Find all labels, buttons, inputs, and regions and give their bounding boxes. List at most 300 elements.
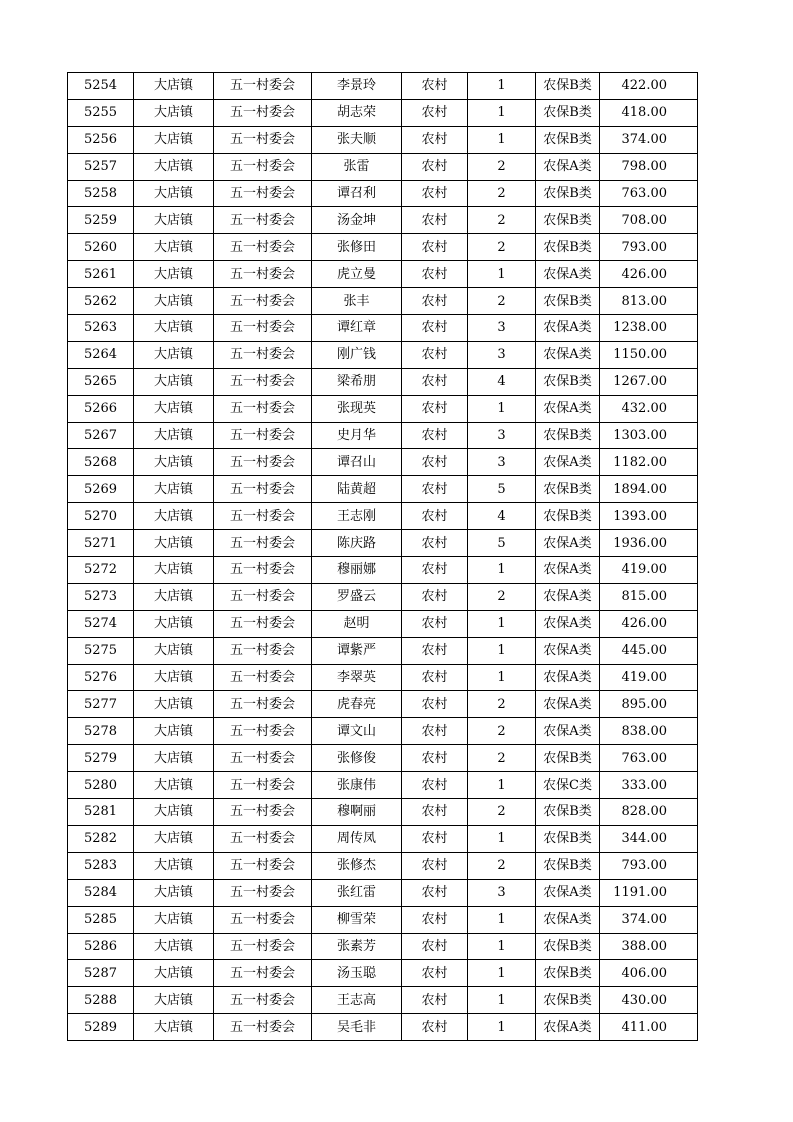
name-cell: 史月华 (312, 422, 402, 449)
village-committee-cell: 五一村委会 (214, 503, 312, 530)
household-type-cell: 农村 (402, 395, 468, 422)
town-cell: 大店镇 (134, 180, 214, 207)
record-id-cell: 5264 (68, 341, 134, 368)
name-cell: 梁希朋 (312, 368, 402, 395)
amount-cell: 798.00 (600, 153, 698, 180)
table-row (68, 99, 698, 126)
town-cell: 大店镇 (134, 664, 214, 691)
village-committee-cell: 五一村委会 (214, 530, 312, 557)
record-id-cell: 5265 (68, 368, 134, 395)
village-committee-cell: 五一村委会 (214, 1014, 312, 1041)
name-cell: 虎春亮 (312, 691, 402, 718)
name-cell: 谭召山 (312, 449, 402, 476)
town-cell: 大店镇 (134, 906, 214, 933)
household-type-cell: 农村 (402, 1014, 468, 1041)
household-type-cell: 农村 (402, 234, 468, 261)
village-committee-cell: 五一村委会 (214, 610, 312, 637)
village-committee-cell: 五一村委会 (214, 583, 312, 610)
family-size-cell: 1 (468, 906, 536, 933)
name-cell: 陆黄超 (312, 476, 402, 503)
insurance-category-cell: 农保A类 (536, 395, 600, 422)
table-row (68, 503, 698, 530)
family-size-cell: 2 (468, 207, 536, 234)
record-id-cell: 5261 (68, 261, 134, 288)
household-type-cell: 农村 (402, 449, 468, 476)
family-size-cell: 1 (468, 1014, 536, 1041)
town-cell: 大店镇 (134, 503, 214, 530)
table-row (68, 341, 698, 368)
record-id-cell: 5258 (68, 180, 134, 207)
family-size-cell: 3 (468, 449, 536, 476)
family-size-cell: 1 (468, 825, 536, 852)
town-cell: 大店镇 (134, 825, 214, 852)
village-committee-cell: 五一村委会 (214, 879, 312, 906)
town-cell: 大店镇 (134, 207, 214, 234)
family-size-cell: 1 (468, 664, 536, 691)
insurance-category-cell: 农保B类 (536, 99, 600, 126)
name-cell: 穆啊丽 (312, 799, 402, 826)
record-id-cell: 5287 (68, 960, 134, 987)
family-size-cell: 3 (468, 879, 536, 906)
insurance-category-cell: 农保B类 (536, 180, 600, 207)
amount-cell: 344.00 (600, 825, 698, 852)
household-type-cell: 农村 (402, 664, 468, 691)
table-row (68, 73, 698, 100)
family-size-cell: 1 (468, 610, 536, 637)
name-cell: 李景玲 (312, 73, 402, 100)
village-committee-cell: 五一村委会 (214, 126, 312, 153)
family-size-cell: 2 (468, 799, 536, 826)
family-size-cell: 2 (468, 745, 536, 772)
insurance-category-cell: 农保A类 (536, 906, 600, 933)
table-row (68, 718, 698, 745)
name-cell: 张现英 (312, 395, 402, 422)
name-cell: 张素芳 (312, 933, 402, 960)
insurance-category-cell: 农保B类 (536, 852, 600, 879)
table-row (68, 772, 698, 799)
village-committee-cell: 五一村委会 (214, 825, 312, 852)
village-committee-cell: 五一村委会 (214, 987, 312, 1014)
record-id-cell: 5268 (68, 449, 134, 476)
table-row (68, 315, 698, 342)
family-size-cell: 4 (468, 368, 536, 395)
village-committee-cell: 五一村委会 (214, 852, 312, 879)
name-cell: 刚广钱 (312, 341, 402, 368)
family-size-cell: 2 (468, 180, 536, 207)
amount-cell: 1303.00 (600, 422, 698, 449)
amount-cell: 432.00 (600, 395, 698, 422)
record-id-cell: 5254 (68, 73, 134, 100)
town-cell: 大店镇 (134, 852, 214, 879)
name-cell: 张修杰 (312, 852, 402, 879)
insurance-category-cell: 农保B类 (536, 476, 600, 503)
family-size-cell: 2 (468, 718, 536, 745)
amount-cell: 1182.00 (600, 449, 698, 476)
name-cell: 穆丽娜 (312, 557, 402, 584)
amount-cell: 430.00 (600, 987, 698, 1014)
record-id-cell: 5278 (68, 718, 134, 745)
village-committee-cell: 五一村委会 (214, 745, 312, 772)
table-row (68, 368, 698, 395)
amount-cell: 1393.00 (600, 503, 698, 530)
family-size-cell: 1 (468, 395, 536, 422)
family-size-cell: 2 (468, 691, 536, 718)
insurance-category-cell: 农保A类 (536, 530, 600, 557)
name-cell: 虎立曼 (312, 261, 402, 288)
record-id-cell: 5271 (68, 530, 134, 557)
insurance-category-cell: 农保A类 (536, 557, 600, 584)
town-cell: 大店镇 (134, 261, 214, 288)
village-committee-cell: 五一村委会 (214, 960, 312, 987)
town-cell: 大店镇 (134, 1014, 214, 1041)
village-committee-cell: 五一村委会 (214, 341, 312, 368)
household-type-cell: 农村 (402, 637, 468, 664)
record-id-cell: 5259 (68, 207, 134, 234)
amount-cell: 1150.00 (600, 341, 698, 368)
village-committee-cell: 五一村委会 (214, 368, 312, 395)
town-cell: 大店镇 (134, 745, 214, 772)
table-row (68, 261, 698, 288)
family-size-cell: 4 (468, 503, 536, 530)
household-type-cell: 农村 (402, 422, 468, 449)
insurance-category-cell: 农保A类 (536, 449, 600, 476)
town-cell: 大店镇 (134, 637, 214, 664)
amount-cell: 445.00 (600, 637, 698, 664)
insurance-category-cell: 农保A类 (536, 718, 600, 745)
record-id-cell: 5266 (68, 395, 134, 422)
table-row (68, 476, 698, 503)
records-table-body (68, 73, 698, 1041)
table-row (68, 583, 698, 610)
record-id-cell: 5277 (68, 691, 134, 718)
record-id-cell: 5279 (68, 745, 134, 772)
amount-cell: 708.00 (600, 207, 698, 234)
family-size-cell: 5 (468, 530, 536, 557)
household-type-cell: 农村 (402, 825, 468, 852)
household-type-cell: 农村 (402, 126, 468, 153)
record-id-cell: 5281 (68, 799, 134, 826)
table-row (68, 234, 698, 261)
insurance-category-cell: 农保B类 (536, 207, 600, 234)
village-committee-cell: 五一村委会 (214, 180, 312, 207)
village-committee-cell: 五一村委会 (214, 449, 312, 476)
name-cell: 张丰 (312, 288, 402, 315)
record-id-cell: 5289 (68, 1014, 134, 1041)
household-type-cell: 农村 (402, 691, 468, 718)
table-row (68, 987, 698, 1014)
record-id-cell: 5272 (68, 557, 134, 584)
village-committee-cell: 五一村委会 (214, 933, 312, 960)
amount-cell: 793.00 (600, 234, 698, 261)
table-row (68, 825, 698, 852)
village-committee-cell: 五一村委会 (214, 476, 312, 503)
household-type-cell: 农村 (402, 610, 468, 637)
amount-cell: 1191.00 (600, 879, 698, 906)
amount-cell: 763.00 (600, 745, 698, 772)
name-cell: 张修俊 (312, 745, 402, 772)
household-type-cell: 农村 (402, 153, 468, 180)
amount-cell: 793.00 (600, 852, 698, 879)
record-id-cell: 5285 (68, 906, 134, 933)
insurance-category-cell: 农保A类 (536, 341, 600, 368)
table-row (68, 745, 698, 772)
name-cell: 胡志荣 (312, 99, 402, 126)
town-cell: 大店镇 (134, 315, 214, 342)
town-cell: 大店镇 (134, 557, 214, 584)
amount-cell: 406.00 (600, 960, 698, 987)
insurance-category-cell: 农保B类 (536, 987, 600, 1014)
name-cell: 张康伟 (312, 772, 402, 799)
village-committee-cell: 五一村委会 (214, 906, 312, 933)
insurance-category-cell: 农保B类 (536, 503, 600, 530)
amount-cell: 333.00 (600, 772, 698, 799)
insurance-category-cell: 农保B类 (536, 799, 600, 826)
name-cell: 谭红章 (312, 315, 402, 342)
amount-cell: 838.00 (600, 718, 698, 745)
name-cell: 王志高 (312, 987, 402, 1014)
family-size-cell: 1 (468, 126, 536, 153)
town-cell: 大店镇 (134, 718, 214, 745)
family-size-cell: 1 (468, 557, 536, 584)
town-cell: 大店镇 (134, 610, 214, 637)
table-row (68, 852, 698, 879)
insurance-category-cell: 农保B类 (536, 933, 600, 960)
table-row (68, 126, 698, 153)
village-committee-cell: 五一村委会 (214, 718, 312, 745)
record-id-cell: 5256 (68, 126, 134, 153)
amount-cell: 813.00 (600, 288, 698, 315)
amount-cell: 1238.00 (600, 315, 698, 342)
town-cell: 大店镇 (134, 368, 214, 395)
village-committee-cell: 五一村委会 (214, 99, 312, 126)
household-type-cell: 农村 (402, 718, 468, 745)
household-type-cell: 农村 (402, 207, 468, 234)
name-cell: 张雷 (312, 153, 402, 180)
village-committee-cell: 五一村委会 (214, 637, 312, 664)
name-cell: 张夫顺 (312, 126, 402, 153)
village-committee-cell: 五一村委会 (214, 772, 312, 799)
record-id-cell: 5269 (68, 476, 134, 503)
record-id-cell: 5260 (68, 234, 134, 261)
household-type-cell: 农村 (402, 960, 468, 987)
town-cell: 大店镇 (134, 73, 214, 100)
record-id-cell: 5283 (68, 852, 134, 879)
insurance-category-cell: 农保B类 (536, 126, 600, 153)
record-id-cell: 5280 (68, 772, 134, 799)
amount-cell: 815.00 (600, 583, 698, 610)
records-table (67, 72, 698, 1041)
table-row (68, 557, 698, 584)
record-id-cell: 5288 (68, 987, 134, 1014)
village-committee-cell: 五一村委会 (214, 73, 312, 100)
village-committee-cell: 五一村委会 (214, 664, 312, 691)
household-type-cell: 农村 (402, 879, 468, 906)
town-cell: 大店镇 (134, 126, 214, 153)
household-type-cell: 农村 (402, 180, 468, 207)
household-type-cell: 农村 (402, 583, 468, 610)
table-row (68, 610, 698, 637)
record-id-cell: 5270 (68, 503, 134, 530)
name-cell: 谭紫严 (312, 637, 402, 664)
town-cell: 大店镇 (134, 234, 214, 261)
village-committee-cell: 五一村委会 (214, 422, 312, 449)
table-row (68, 422, 698, 449)
household-type-cell: 农村 (402, 557, 468, 584)
amount-cell: 419.00 (600, 557, 698, 584)
table-row (68, 691, 698, 718)
amount-cell: 374.00 (600, 126, 698, 153)
table-row (68, 530, 698, 557)
family-size-cell: 2 (468, 234, 536, 261)
amount-cell: 418.00 (600, 99, 698, 126)
record-id-cell: 5276 (68, 664, 134, 691)
table-row (68, 395, 698, 422)
amount-cell: 1936.00 (600, 530, 698, 557)
household-type-cell: 农村 (402, 772, 468, 799)
table-row (68, 1014, 698, 1041)
town-cell: 大店镇 (134, 987, 214, 1014)
town-cell: 大店镇 (134, 799, 214, 826)
table-row (68, 153, 698, 180)
family-size-cell: 1 (468, 933, 536, 960)
record-id-cell: 5262 (68, 288, 134, 315)
household-type-cell: 农村 (402, 368, 468, 395)
family-size-cell: 3 (468, 422, 536, 449)
town-cell: 大店镇 (134, 422, 214, 449)
household-type-cell: 农村 (402, 799, 468, 826)
record-id-cell: 5263 (68, 315, 134, 342)
record-id-cell: 5286 (68, 933, 134, 960)
amount-cell: 374.00 (600, 906, 698, 933)
table-row (68, 879, 698, 906)
table-row (68, 933, 698, 960)
household-type-cell: 农村 (402, 261, 468, 288)
insurance-category-cell: 农保A类 (536, 691, 600, 718)
village-committee-cell: 五一村委会 (214, 288, 312, 315)
table-row (68, 180, 698, 207)
insurance-category-cell: 农保A类 (536, 664, 600, 691)
name-cell: 李翠英 (312, 664, 402, 691)
amount-cell: 419.00 (600, 664, 698, 691)
town-cell: 大店镇 (134, 530, 214, 557)
household-type-cell: 农村 (402, 745, 468, 772)
village-committee-cell: 五一村委会 (214, 691, 312, 718)
family-size-cell: 2 (468, 288, 536, 315)
insurance-category-cell: 农保B类 (536, 288, 600, 315)
table-row (68, 906, 698, 933)
household-type-cell: 农村 (402, 99, 468, 126)
town-cell: 大店镇 (134, 879, 214, 906)
town-cell: 大店镇 (134, 691, 214, 718)
name-cell: 张红雷 (312, 879, 402, 906)
village-committee-cell: 五一村委会 (214, 557, 312, 584)
name-cell: 张修田 (312, 234, 402, 261)
insurance-category-cell: 农保A类 (536, 315, 600, 342)
record-id-cell: 5282 (68, 825, 134, 852)
village-committee-cell: 五一村委会 (214, 207, 312, 234)
insurance-category-cell: 农保B类 (536, 745, 600, 772)
village-committee-cell: 五一村委会 (214, 153, 312, 180)
insurance-category-cell: 农保A类 (536, 637, 600, 664)
town-cell: 大店镇 (134, 449, 214, 476)
amount-cell: 763.00 (600, 180, 698, 207)
amount-cell: 388.00 (600, 933, 698, 960)
table-row (68, 288, 698, 315)
town-cell: 大店镇 (134, 395, 214, 422)
name-cell: 谭召利 (312, 180, 402, 207)
household-type-cell: 农村 (402, 476, 468, 503)
village-committee-cell: 五一村委会 (214, 395, 312, 422)
town-cell: 大店镇 (134, 288, 214, 315)
amount-cell: 1267.00 (600, 368, 698, 395)
insurance-category-cell: 农保A类 (536, 1014, 600, 1041)
insurance-category-cell: 农保A类 (536, 610, 600, 637)
town-cell: 大店镇 (134, 99, 214, 126)
family-size-cell: 3 (468, 341, 536, 368)
family-size-cell: 1 (468, 637, 536, 664)
record-id-cell: 5257 (68, 153, 134, 180)
family-size-cell: 1 (468, 960, 536, 987)
family-size-cell: 2 (468, 852, 536, 879)
amount-cell: 411.00 (600, 1014, 698, 1041)
town-cell: 大店镇 (134, 341, 214, 368)
village-committee-cell: 五一村委会 (214, 799, 312, 826)
name-cell: 周传凤 (312, 825, 402, 852)
household-type-cell: 农村 (402, 503, 468, 530)
insurance-category-cell: 农保A类 (536, 879, 600, 906)
name-cell: 谭文山 (312, 718, 402, 745)
family-size-cell: 1 (468, 73, 536, 100)
insurance-category-cell: 农保A类 (536, 583, 600, 610)
insurance-category-cell: 农保B类 (536, 422, 600, 449)
amount-cell: 422.00 (600, 73, 698, 100)
name-cell: 汤金坤 (312, 207, 402, 234)
amount-cell: 426.00 (600, 261, 698, 288)
village-committee-cell: 五一村委会 (214, 315, 312, 342)
record-id-cell: 5255 (68, 99, 134, 126)
record-id-cell: 5267 (68, 422, 134, 449)
insurance-category-cell: 农保A类 (536, 261, 600, 288)
household-type-cell: 农村 (402, 315, 468, 342)
name-cell: 王志刚 (312, 503, 402, 530)
insurance-category-cell: 农保A类 (536, 153, 600, 180)
table-row (68, 449, 698, 476)
village-committee-cell: 五一村委会 (214, 234, 312, 261)
household-type-cell: 农村 (402, 852, 468, 879)
name-cell: 罗盛云 (312, 583, 402, 610)
table-row (68, 960, 698, 987)
record-id-cell: 5274 (68, 610, 134, 637)
family-size-cell: 1 (468, 772, 536, 799)
amount-cell: 828.00 (600, 799, 698, 826)
name-cell: 柳雪荣 (312, 906, 402, 933)
insurance-category-cell: 农保B类 (536, 234, 600, 261)
family-size-cell: 1 (468, 261, 536, 288)
table-row (68, 207, 698, 234)
insurance-category-cell: 农保B类 (536, 960, 600, 987)
table-row (68, 637, 698, 664)
family-size-cell: 1 (468, 99, 536, 126)
table-row (68, 664, 698, 691)
record-id-cell: 5275 (68, 637, 134, 664)
family-size-cell: 3 (468, 315, 536, 342)
household-type-cell: 农村 (402, 933, 468, 960)
town-cell: 大店镇 (134, 772, 214, 799)
name-cell: 陈庆路 (312, 530, 402, 557)
family-size-cell: 5 (468, 476, 536, 503)
town-cell: 大店镇 (134, 933, 214, 960)
family-size-cell: 2 (468, 153, 536, 180)
